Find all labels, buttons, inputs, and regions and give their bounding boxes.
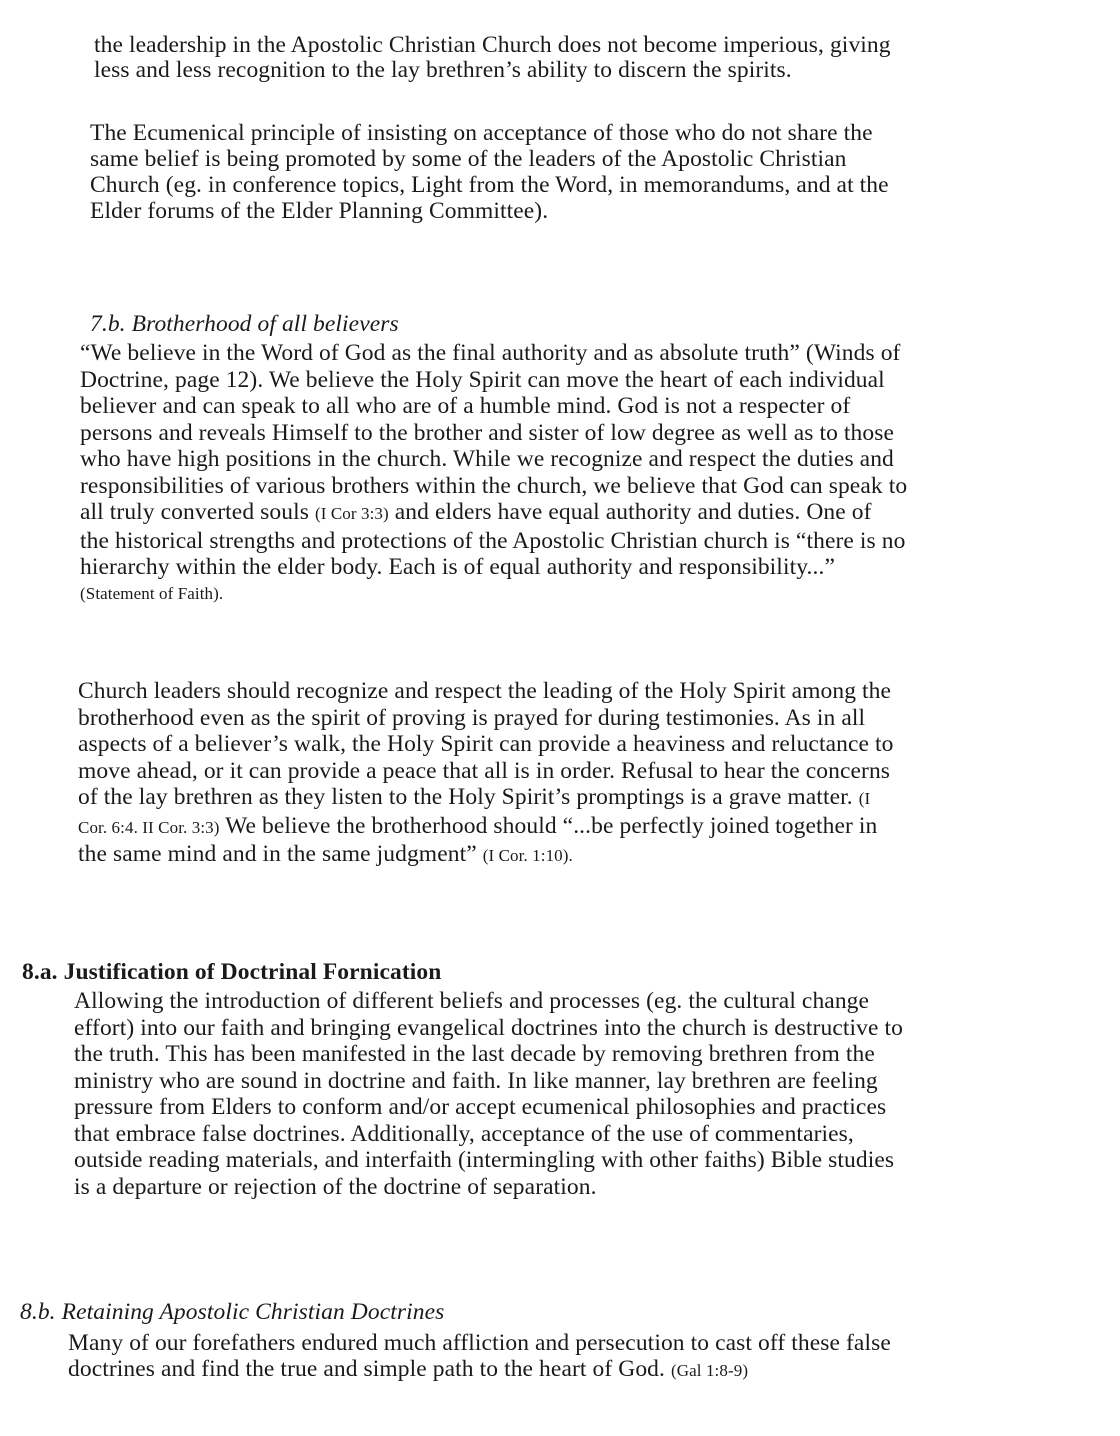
- text-segment: all truly converted souls: [80, 499, 315, 525]
- text-line: Church (eg. in conference topics, Light from the Word, in memorandums, and at the: [90, 172, 889, 198]
- text-line: Doctrine, page 12). We believe the Holy Spirit can move the heart of each individual: [80, 366, 885, 393]
- text-line: Church leaders should recognize and respect the leading of the Holy Spirit among the: [78, 678, 892, 704]
- text-line: The Ecumenical principle of insisting on acceptance of those who do not share the: [90, 120, 873, 146]
- text-line: “We believe in the Word of God as the final authority and as absolute truth” (Winds of: [80, 340, 901, 366]
- text-line: who have high positions in the church. While we recognize and respect the duties and: [80, 446, 894, 472]
- scripture-reference: Cor. 6:4. II Cor. 3:3): [78, 817, 220, 837]
- text-line: [78, 841, 893, 870]
- text-line: Allowing the introduction of different beliefs and processes (eg. the cultural change: [74, 988, 870, 1014]
- text-segment: We believe the brotherhood should “...be perfectly joined together in: [219, 812, 878, 839]
- text-line: the truth. This has been manifested in the last decade by removing brethren from the: [74, 1041, 875, 1067]
- section-8a-paragraph: [74, 988, 903, 1200]
- section-7b-heading: 7.b. Brotherhood of all believers: [90, 311, 399, 337]
- text-line: the leadership in the Apostolic Christian Church does not become imperious, giving: [94, 32, 891, 58]
- church-leaders-paragraph: [78, 678, 893, 870]
- scripture-reference: (I: [858, 789, 871, 808]
- text-line: the historical strengths and protections of the Apostolic Christian church is “there is no: [80, 527, 906, 554]
- section-7b-paragraph: [80, 340, 907, 607]
- section-8a-heading: 8.a. Justification of Doctrinal Fornication: [22, 959, 442, 985]
- text-line: less and less recognition to the lay brethren’s ability to discern the spirits.: [94, 57, 792, 83]
- section-8b-heading: 8.b. Retaining Apostolic Christian Doctrines: [20, 1299, 445, 1325]
- text-line: [68, 1356, 891, 1384]
- text-line: responsibilities of various brothers within the church, we believe that God can speak to: [80, 472, 908, 499]
- scripture-reference: (I Cor. 1:10).: [482, 846, 573, 865]
- citation: (Statement of Faith).: [80, 583, 224, 603]
- ecumenical-paragraph: [90, 120, 889, 224]
- text-line: Elder forums of the Elder Planning Committee).: [90, 198, 549, 224]
- text-line: that embrace false doctrines. Additionally, acceptance of the use of commentaries,: [74, 1120, 854, 1147]
- text-line: is a departure or rejection of the doctrine of separation.: [74, 1173, 597, 1200]
- text-line: [78, 813, 893, 842]
- text-line: hierarchy within the elder body. Each is of equal authority and responsibility...”: [80, 554, 835, 580]
- text-segment: doctrines and find the true and simple path to the heart of God.: [68, 1356, 671, 1382]
- text-line: believer and can speak to all who are of a humble mind. God is not a respecter of: [80, 393, 851, 419]
- text-line: [80, 499, 907, 528]
- text-line: same belief is being promoted by some of the leaders of the Apostolic Christian: [90, 146, 847, 172]
- text-segment: the same mind and in the same judgment”: [78, 841, 483, 867]
- section-8b-paragraph: [68, 1330, 891, 1384]
- intro-paragraph: [94, 33, 891, 83]
- text-line: Many of our forefathers endured much affliction and persecution to cast off these false: [68, 1330, 891, 1356]
- text-line: move ahead, or it can provide a peace that all is in order. Refusal to hear the concerns: [78, 757, 891, 784]
- text-line: persons and reveals Himself to the brother and sister of low degree as well as to those: [80, 419, 894, 446]
- text-line: effort) into our faith and bringing evangelical doctrines into the church is destructive to: [74, 1014, 903, 1041]
- text-line: outside reading materials, and interfaith (intermingling with other faiths) Bible studies: [74, 1147, 895, 1173]
- text-line: [78, 784, 893, 813]
- text-line: ministry who are sound in doctrine and faith. In like manner, lay brethren are feeling: [74, 1067, 878, 1094]
- text-line: brotherhood even as the spirit of proving is prayed for during testimonies. As in all: [78, 704, 866, 731]
- text-segment: of the lay brethren as they listen to the Holy Spirit’s promptings is a grave matter.: [78, 784, 859, 810]
- scripture-reference: (Gal 1:8-9): [670, 1361, 749, 1380]
- text-segment: and elders have equal authority and duties. One of: [388, 499, 872, 525]
- text-line: aspects of a believer’s walk, the Holy Spirit can provide a heaviness and reluctance to: [78, 731, 894, 757]
- scripture-reference: (I Cor 3:3): [314, 504, 389, 523]
- text-line: pressure from Elders to conform and/or accept ecumenical philosophies and practices: [74, 1094, 887, 1120]
